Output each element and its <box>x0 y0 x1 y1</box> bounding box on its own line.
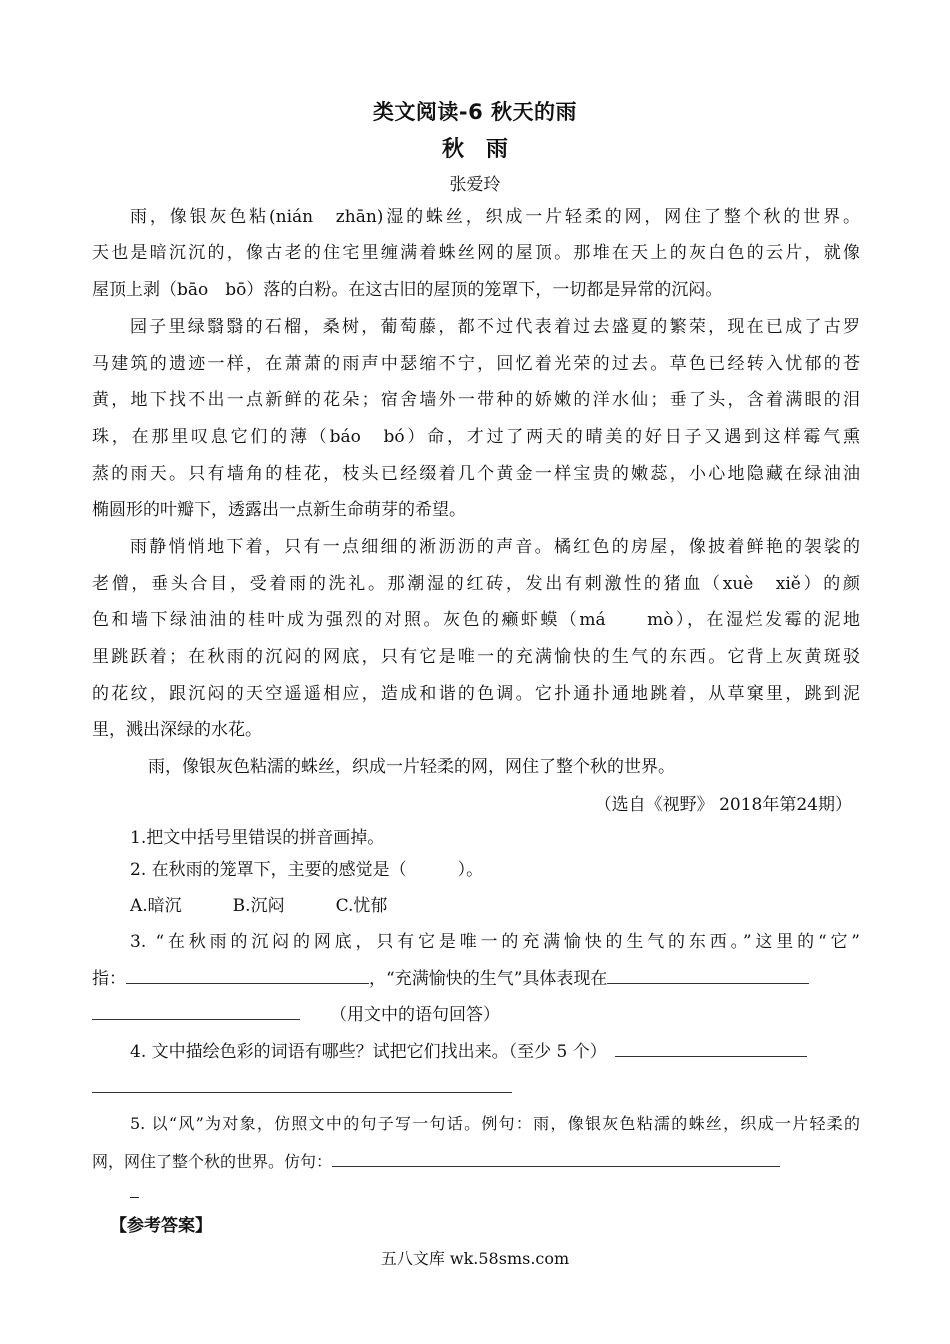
doc-title: 类文阅读-6 秋天的雨 <box>372 100 578 124</box>
answer-blank[interactable] <box>615 1039 807 1057</box>
question-4-line <box>130 1039 860 1063</box>
question-4: 4. 文中描绘色彩的词语有哪些？试把它们找出来。（至少 5 个） <box>130 1042 607 1062</box>
paragraph-line: 的花纹，跟沉闷的天空遥遥相应，造成和谐的色调。它扑通扑通地跳着，从草窠里，跳到泥 <box>92 684 860 704</box>
paragraph-line: 雨，像银灰色粘濡的蛛丝，织成一片轻柔的网，网住了整个秋的世界。 <box>148 757 675 777</box>
paragraph-line: 老僧，垂头合目，受着雨的洗礼。那潮湿的红砖，发出有刺激性的猪血（xuè xiě）的颜 <box>92 574 860 594</box>
question-5: 5. 以“风”为对象，仿照文中的句子写一句话。例句：雨，像银灰色粘濡的蛛丝，织成一片轻柔的 <box>130 1114 860 1133</box>
question-2: 2. 在秋雨的笼罩下，主要的感觉是（ ）。 <box>130 860 484 880</box>
paragraph-line: 马建筑的遗迹一样，在萧萧的雨声中瑟缩不宁，回忆着光荣的过去。草色已经转入忧郁的苍 <box>92 354 860 374</box>
article-title: 秋 雨 <box>441 137 508 162</box>
paragraph-line: 园子里绿翳翳的石榴，桑树，葡萄藤，都不过代表着过去盛夏的繁荣，现在已成了古罗 <box>130 317 860 337</box>
author: 张爱玲 <box>449 175 501 195</box>
question-5-prefix: 网，网住了整个秋的世界。仿句： <box>92 1152 333 1171</box>
source-citation: （选自《视野》 2018年第24期） <box>594 795 852 815</box>
paragraph-line: 雨，像银灰色粘(nián zhān)湿的蛛丝，织成一片轻柔的网，网住了整个秋的世界。 <box>130 207 860 227</box>
paragraph-line: 天也是暗沉沉的，像古老的住宅里缠满着蛛丝网的屋顶。那堆在天上的灰白色的云片，就像 <box>92 243 860 263</box>
question-3-prefix: 指： <box>92 969 126 989</box>
answer-blank-stub <box>130 1197 139 1198</box>
footer-watermark: 五八文库 wk.58sms.com <box>380 1249 570 1268</box>
question-2-options: A.暗沉 B.沉闷 C.忧郁 <box>130 896 388 916</box>
answer-blank[interactable] <box>126 966 369 984</box>
question-5-answer-line <box>92 1149 860 1173</box>
paragraph-line: 雨静悄悄地下着，只有一点细细的淅沥沥的声音。橘红色的房屋，像披着鲜艳的袈裟的 <box>130 537 860 557</box>
paragraph-line: 珠，在那里叹息它们的薄（báo bó）命，才过了两天的晴美的好日子又遇到这样霉气熏 <box>92 427 860 447</box>
answer-blank[interactable] <box>92 1002 300 1020</box>
question-3-answer-line-2 <box>92 1002 860 1026</box>
paragraph-line: 椭圆形的叶瓣下，透露出一点新生命萌芽的希望。 <box>92 500 466 520</box>
paragraph-line: 蒸的雨天。只有墙角的桂花，枝头已经缀着几个黄金一样宝贵的嫩蕊，小心地隐藏在绿油油 <box>92 464 860 484</box>
paragraph-line: 黄，地下找不出一点新鲜的花朵；宿舍墙外一带种的娇嫩的洋水仙；垂了头，含着满眼的泪 <box>92 390 860 410</box>
question-3-mid: ，“充满愉快的生气”具体表现在 <box>369 969 608 989</box>
question-1: 1.把文中括号里错误的拼音画掉。 <box>130 828 385 848</box>
question-3-hint: （用文中的语句回答） <box>330 1005 500 1025</box>
paragraph-line: 色和墙下绿油油的桂叶成为强烈的对照。灰色的癞虾蟆（má mò），在湿烂发霉的泥地 <box>92 610 860 630</box>
answer-heading: 【参考答案】 <box>110 1216 212 1236</box>
paragraph-line: 里，溅出深绿的水花。 <box>92 720 262 740</box>
answer-blank[interactable] <box>92 1075 512 1093</box>
answer-blank[interactable] <box>332 1149 780 1167</box>
question-3-answer-line <box>92 966 860 990</box>
paragraph-line: 里跳跃着；在秋雨的沉闷的网底，只有它是唯一的充满愉快的生气的东西。它背上灰黄斑驳 <box>92 647 860 667</box>
paragraph-line: 屋顶上剥（bāo bō）落的白粉。在这古旧的屋顶的笼罩下，一切都是异常的沉闷。 <box>92 280 723 300</box>
question-4-answer-line <box>92 1075 860 1099</box>
answer-blank[interactable] <box>607 966 809 984</box>
question-3: 3. “在秋雨的沉闷的网底，只有它是唯一的充满愉快的生气的东西。”这里的“它” <box>130 932 860 952</box>
